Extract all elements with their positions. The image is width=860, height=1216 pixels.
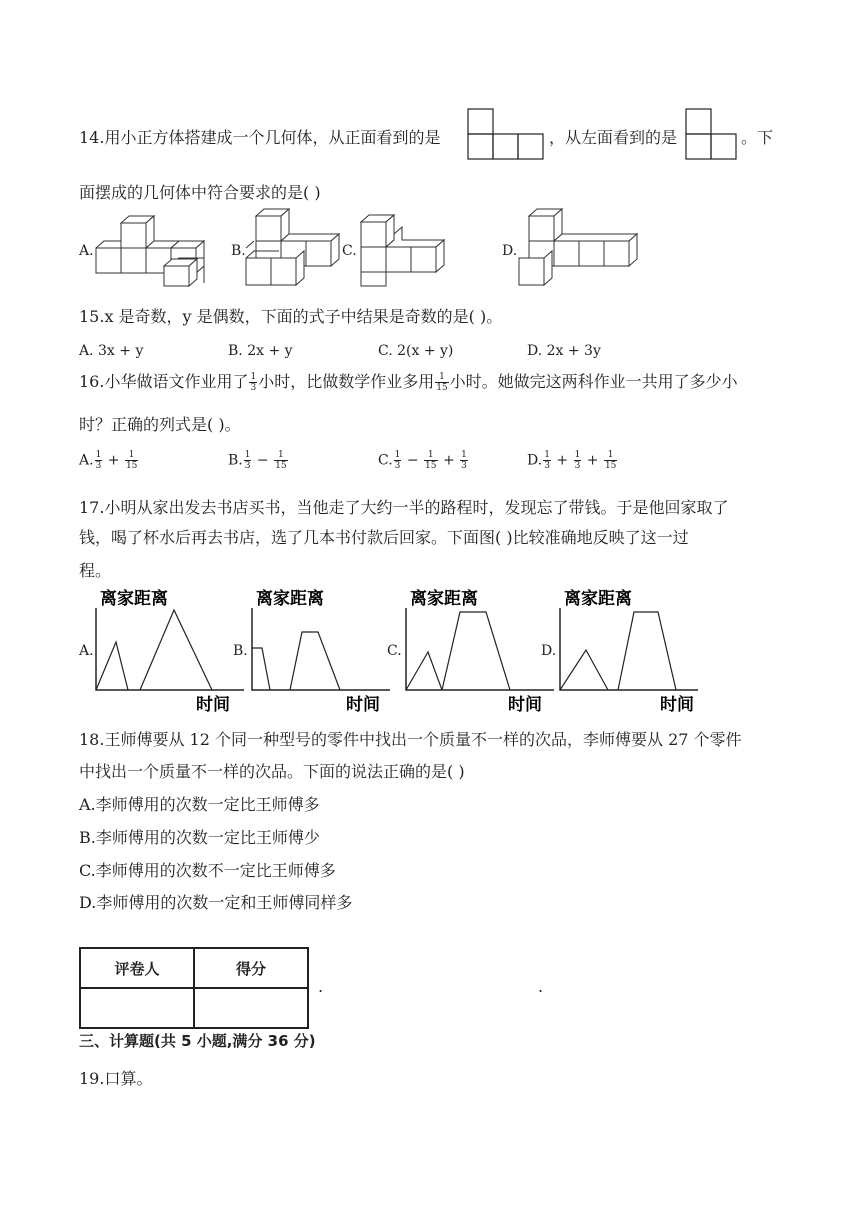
graph-c-xlabel: 时间 [508, 695, 542, 715]
q17-line1: 17.小明从家出发去书店买书，当他走了大约一半的路程时，发现忘了带钱。于是他回家取了 [79, 498, 729, 517]
q15-option-b: B. 2x + y [228, 343, 293, 359]
q14-option-d-label: D. [502, 243, 518, 259]
q17-graph-a [94, 586, 244, 716]
q14-option-a-figure [94, 208, 214, 288]
q16-option-b: B. $\frac{1}{3}$ − $\frac{1}{15}$ [228, 450, 287, 471]
q17-option-b-label: B. [233, 643, 248, 659]
dot-2: . [538, 977, 544, 996]
graph-d-xlabel: 时间 [660, 695, 694, 715]
q18-option-c: C.李师傅用的次数不一定比王师傅多 [79, 861, 336, 880]
graph-b-xlabel: 时间 [346, 695, 380, 715]
q18-option-d: D.李师傅用的次数一定和王师傅同样多 [79, 893, 353, 912]
q17-line3: 程。 [79, 561, 112, 580]
score-table-cell-grader[interactable] [80, 988, 194, 1028]
q15-option-a: A. 3x + y [79, 343, 144, 359]
q14-line2: 面摆成的几何体中符合要求的是( ) [79, 183, 321, 202]
q16-text-a: 16.小华做语文作业用了 [79, 372, 249, 391]
q14-text-c: 。下 [741, 128, 774, 147]
q18-line2: 中找出一个质量不一样的次品。下面的说法正确的是( ) [79, 762, 465, 781]
q17-line2: 钱，喝了杯水后再去书店，选了几本书付款后回家。下面图( )比较准确地反映了这一过 [79, 528, 689, 547]
score-table [79, 947, 309, 1029]
q14-option-b-label: B. [231, 243, 246, 259]
q18-option-a: A.李师傅用的次数一定比王师傅多 [79, 795, 320, 814]
q16-line1 [79, 372, 738, 393]
q16-option-a: A. $\frac{1}{3}$ + $\frac{1}{15}$ [79, 450, 138, 471]
q16-text-c: 小时。她做完这两科作业一共用了多少小 [449, 372, 738, 391]
q14-text-a: 14.用小正方体搭建成一个几何体，从正面看到的是 [79, 128, 441, 147]
q17-graph-d [558, 586, 708, 716]
graph-c-ylabel: 离家距离 [410, 589, 478, 609]
q14-left-view-figure [685, 108, 741, 162]
q14-option-d-figure [517, 208, 647, 288]
graph-d-ylabel: 离家距离 [564, 589, 632, 609]
q16-fraction-a: $\frac{1}{3}$ [250, 372, 257, 393]
dot-1: . [318, 977, 324, 996]
section3-title: 三、计算题(共 5 小题,满分 36 分) [79, 1032, 316, 1050]
q14-option-c-label: C. [342, 243, 357, 259]
q16-option-c: C. $\frac{1}{3}$ − $\frac{1}{15}$ + $\frac{1}{3}$ [378, 450, 467, 471]
graph-a-xlabel: 时间 [196, 695, 230, 715]
q18-option-b: B.李师傅用的次数一定比王师傅少 [79, 828, 320, 847]
score-table-header-grader: 评卷人 [80, 948, 194, 988]
q16-fraction-b: $\frac{1}{15}$ [436, 372, 448, 393]
q14-text-b: ，从左面看到的是 [549, 128, 678, 147]
q19-stem: 19.口算。 [79, 1069, 153, 1088]
q18-line1: 18.王师傅要从 12 个同一种型号的零件中找出一个质量不一样的次品，李师傅要从 27 个零件 [79, 730, 742, 749]
q16-line2: 时？正确的列式是( )。 [79, 415, 241, 434]
q14-front-view-figure [467, 108, 547, 162]
score-table-header-score: 得分 [194, 948, 308, 988]
q14-line1 [79, 128, 440, 148]
q17-graph-b [250, 586, 400, 716]
graph-b-ylabel: 离家距离 [256, 589, 324, 609]
q17-option-c-label: C. [387, 643, 402, 659]
q15-stem: 15.x 是奇数，y 是偶数，下面的式子中结果是奇数的是( )。 [79, 307, 503, 326]
q17-option-d-label: D. [541, 643, 557, 659]
score-table-cell-score[interactable] [194, 988, 308, 1028]
q14-option-a-label: A. [79, 243, 94, 259]
q15-option-d: D. 2x + 3y [527, 343, 601, 359]
q16-option-d: D. $\frac{1}{3}$ + $\frac{1}{3}$ + $\frac{1}{15}$ [527, 450, 617, 471]
q17-graph-c [404, 586, 557, 716]
q15-option-c: C. 2(x + y) [378, 343, 454, 359]
q14-option-c-figure [357, 208, 457, 288]
q14-option-b-figure [244, 208, 344, 288]
q16-text-b: 小时，比做数学作业多用 [258, 372, 435, 391]
graph-a-ylabel: 离家距离 [100, 589, 168, 609]
q17-option-a-label: A. [79, 643, 94, 659]
